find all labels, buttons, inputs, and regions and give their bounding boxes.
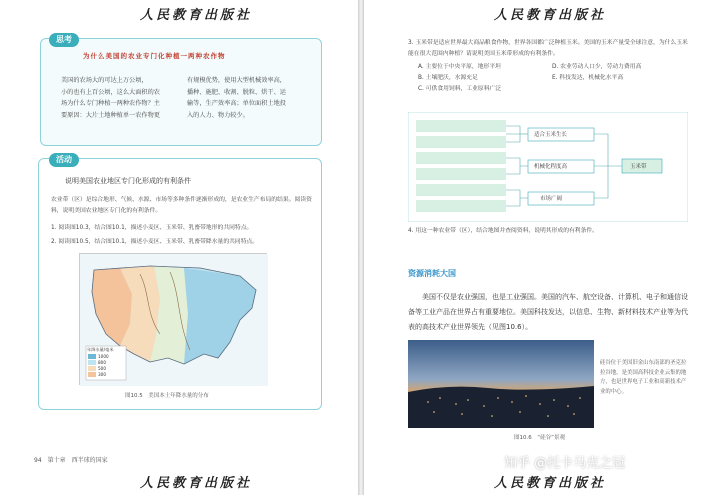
option-c: C. 可供食用饲料，工业原料广泛 [418,86,502,92]
activity-item-2: 2. 阅读图10.5，结合图10.1，描述小麦区、玉米带、乳畜带降水量的共同特点。 [51,239,259,245]
option-e: E. 科技发达，机械化水平高 [552,75,624,81]
legend-values [98,354,109,378]
think-box [40,35,322,146]
city-night-image [408,340,594,428]
diagram-box-1: 适合玉米生长 [534,132,568,138]
text-line: 美国的农场大的可达上万公顷， [61,77,148,84]
activity-box [38,155,322,410]
think-question: 为什么美国的农业专门化种植一两种农作物 [83,52,226,60]
activity-paragraph: 农业带（区）是综合地形、气候、水源、市场等多种条件逐渐形成的，是农业生产布局的结果。阅读资料，说明美国农业地区专门化的有利条件。 [51,197,312,214]
map-caption: 图10.5 美国本土年降水量的分布 [125,393,209,399]
legend-value: 800 [98,360,106,365]
legend-value: 1000 [98,354,109,359]
diagram-box-3: 市场广阔 [540,196,563,202]
think-tag: 思考 [49,33,79,47]
legend-value: 300 [98,372,106,377]
publisher-header: 人民教育出版社 [494,8,607,23]
text-line: 要原因：大片土地种植单一农作物更 [61,111,160,119]
text-line: 场为什么专门种植一两种农作物？主 [61,100,160,107]
left-page [0,0,358,495]
activity-item-1: 1. 阅读图10.3，结合图10.1，描述小麦区、玉米带、乳畜带地形的共同特点。 [51,225,253,231]
options-column-2 [552,62,692,84]
text-line: 有规模优势，使用大型机械效率高， [187,77,286,84]
text-line: 入的人力、物力较少。 [187,111,249,119]
publisher-header: 人民教育出版社 [140,8,253,23]
text-line: 小的也有上百公顷，这么大面积的农 [61,88,160,96]
page-footer: 94 第十章 西半球的国家 [34,457,108,464]
photo-side-note: 硅谷位于美国旧金山东南部的圣克拉拉谷地，是美国高科技企业云集的地方，也是世界电子工业和高新技术产业的中心。 [600,360,687,395]
legend-value: 500 [98,366,106,371]
legend-title: 年降水量/毫米 [87,347,114,352]
publisher-footer: 人民教育出版社 [494,476,607,491]
option-b: B. 土壤肥沃，水源充足 [418,75,478,81]
section-title: 资源消耗大国 [408,269,456,278]
options-column-1 [418,62,538,95]
publisher-footer: 人民教育出版社 [140,476,253,491]
body-paragraph: 美国不仅是农业强国，也是工业强国。美国的汽车、航空设备、计算机、电子和通信设备等工业产品在世界占有重要地位。美国科技发达，以信息、生物、新材料技术产业等为代表的高技术产业世界领先（见图10.6）。 [408,293,688,331]
right-page [364,0,720,495]
activity-title: 说明美国农业地区专门化形成的有利条件 [65,177,191,185]
precipitation-map [79,253,267,385]
think-column-1 [61,75,160,121]
diagram-box-2: 机械化程度高 [534,164,568,170]
text-line: 播种、施肥、收割、脱粒、烘干、运 [187,88,286,96]
think-column-2 [187,75,286,121]
diagram-result: 玉米带 [630,164,647,170]
text-line: 输等，生产效率高；单位面积土地投 [187,100,286,107]
question-3: 3. 玉米带是适应世界最大商品粮食作物，世界各国都广泛种植玉米。美国的玉米产量受全球注意，为什么玉米能在很大范围内种植？请说明美国玉米带形成的有利条件。 [408,40,688,57]
option-a: A. 主要位于中央平原，地形平坦 [418,64,501,70]
question-4: 4. 用这一种农业带（区），结合地图并查阅资料，说明其形成的有利条件。 [408,228,598,234]
option-d: D. 农业劳动人口少，劳动力费用高 [552,64,642,70]
corn-belt-diagram [408,112,688,222]
photo-caption: 图10.6 “硅谷”景观 [514,435,565,441]
watermark: 知乎 @托卡马克之冠 [504,456,626,471]
activity-tag: 活动 [49,153,79,167]
silicon-valley-photo [408,340,594,428]
